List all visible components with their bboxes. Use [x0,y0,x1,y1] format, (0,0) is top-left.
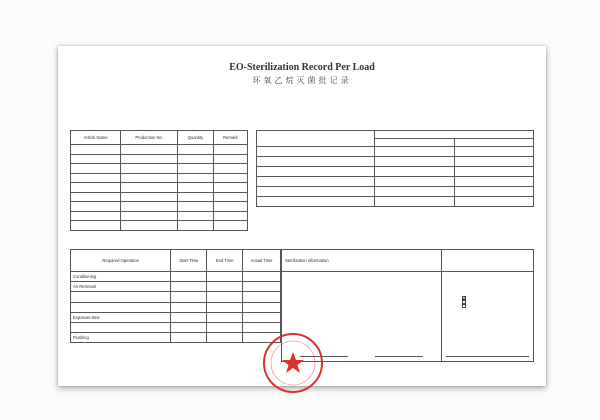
requirement-label [257,157,375,167]
requirement-label [257,167,375,177]
table-row [71,145,248,155]
step-operation: Conditioning [71,272,171,282]
step-operation [71,302,171,312]
articles-header-production-no: Production No. [121,131,178,145]
release-options [462,296,469,308]
requirement-required [375,167,455,177]
requirements-col-required [375,139,455,147]
step-end-time [207,272,243,282]
articles-cell [213,154,247,164]
star-icon [282,352,304,373]
articles-cell [71,211,121,221]
requirement-label [257,147,375,157]
steps-header-actual: Actual Time [243,250,281,272]
requirements-table [256,130,534,207]
table-row [71,183,248,193]
release-option-hold[interactable] [462,304,469,308]
requirement-required [375,177,455,187]
steps-body [71,272,281,343]
articles-cell [213,173,247,183]
articles-cell [121,145,178,155]
table-row [257,197,534,207]
articles-cell [213,211,247,221]
table-row [257,177,534,187]
articles-cell [71,221,121,231]
release-signatures [446,351,529,358]
step-actual-time [243,292,281,302]
company-seal-icon [262,332,324,394]
articles-cell [71,202,121,212]
title-block [70,62,534,86]
requirements-body [257,147,534,207]
articles-table [70,130,248,231]
step-start-time [171,302,207,312]
articles-cell [178,192,214,202]
articles-cell [121,211,178,221]
articles-cell [178,202,214,212]
table-row [71,211,248,221]
table-row [71,312,281,322]
table-row [257,147,534,157]
signature-supervisor [375,351,423,358]
table-row [71,221,248,231]
requirement-label [257,197,375,207]
step-start-time [171,282,207,292]
signature-qa-manager [488,351,530,358]
articles-cell [121,192,178,202]
steps-header-end: End Time [207,250,243,272]
articles-header-remark: Remark [213,131,247,145]
signature-qc [446,351,488,358]
table-row [71,302,281,312]
articles-cell [121,202,178,212]
info-release-header [282,250,533,272]
articles-cell [178,164,214,174]
table-row [71,154,248,164]
requirements-col-actual [454,139,534,147]
requirements-group-header [375,131,534,139]
articles-cell [71,192,121,202]
step-operation [71,322,171,332]
requirement-label [257,177,375,187]
articles-cell [71,173,121,183]
table-row [71,202,248,212]
release-box [442,272,533,362]
table-row [71,272,281,282]
signature-line [488,356,530,357]
articles-cell [213,164,247,174]
step-actual-time [243,282,281,292]
step-start-time [171,292,207,302]
step-operation [71,292,171,302]
articles-cell [178,154,214,164]
step-start-time [171,333,207,343]
articles-cell [71,164,121,174]
step-start-time [171,322,207,332]
signature-line [375,356,423,357]
upper-section [70,130,534,245]
record-title-en: EO-Sterilization Record Per Load [229,62,375,73]
step-end-time [207,302,243,312]
articles-cell [213,202,247,212]
step-end-time [207,292,243,302]
record-sheet [58,46,546,386]
articles-cell [178,173,214,183]
articles-cell [178,211,214,221]
requirement-actual [454,167,534,177]
steps-table [70,249,281,343]
articles-cell [71,145,121,155]
articles-cell [121,154,178,164]
articles-cell [121,173,178,183]
requirement-required [375,157,455,167]
requirement-required [375,197,455,207]
requirement-required [375,187,455,197]
step-end-time [207,312,243,322]
release-label [442,250,533,271]
table-row [71,192,248,202]
step-actual-time [243,312,281,322]
requirement-actual [454,197,534,207]
step-operation: Air Removal [71,282,171,292]
record-title-zh: 环氧乙烷灭菌批记录 [252,76,352,85]
articles-cell [71,183,121,193]
articles-header-quantity: Quantity [178,131,214,145]
steps-header-start: Start Time [171,250,207,272]
articles-cell [178,145,214,155]
requirement-actual [454,177,534,187]
articles-cell [213,221,247,231]
table-row [71,282,281,292]
table-row [71,333,281,343]
step-end-time [207,333,243,343]
sterilization-info-label: Sterilization information [282,250,442,271]
table-row [71,292,281,302]
articles-cell [178,183,214,193]
table-row [71,173,248,183]
requirements-title [257,131,375,147]
step-actual-time [243,302,281,312]
step-actual-time [243,272,281,282]
step-start-time [171,312,207,322]
step-start-time [171,272,207,282]
step-end-time [207,322,243,332]
articles-cell [213,145,247,155]
meta-row [70,91,534,98]
articles-cell [213,192,247,202]
articles-cell [121,183,178,193]
articles-cell [71,154,121,164]
table-row [71,164,248,174]
requirement-actual [454,187,534,197]
articles-header-name: Article Name [71,131,121,145]
requirement-actual [454,147,534,157]
step-operation: Flushing [71,333,171,343]
step-end-time [207,282,243,292]
articles-cell [178,221,214,231]
table-row [257,187,534,197]
requirement-label [257,187,375,197]
steps-header-operation: Required Operation [71,250,171,272]
table-row [257,157,534,167]
articles-cell [213,183,247,193]
table-row [71,322,281,332]
articles-body [71,145,248,231]
requirement-required [375,147,455,157]
checkbox-icon[interactable] [462,304,466,308]
requirement-actual [454,157,534,167]
articles-cell [121,221,178,231]
step-operation: Exposure time [71,312,171,322]
signature-line [446,356,488,357]
table-row [257,167,534,177]
articles-cell [121,164,178,174]
